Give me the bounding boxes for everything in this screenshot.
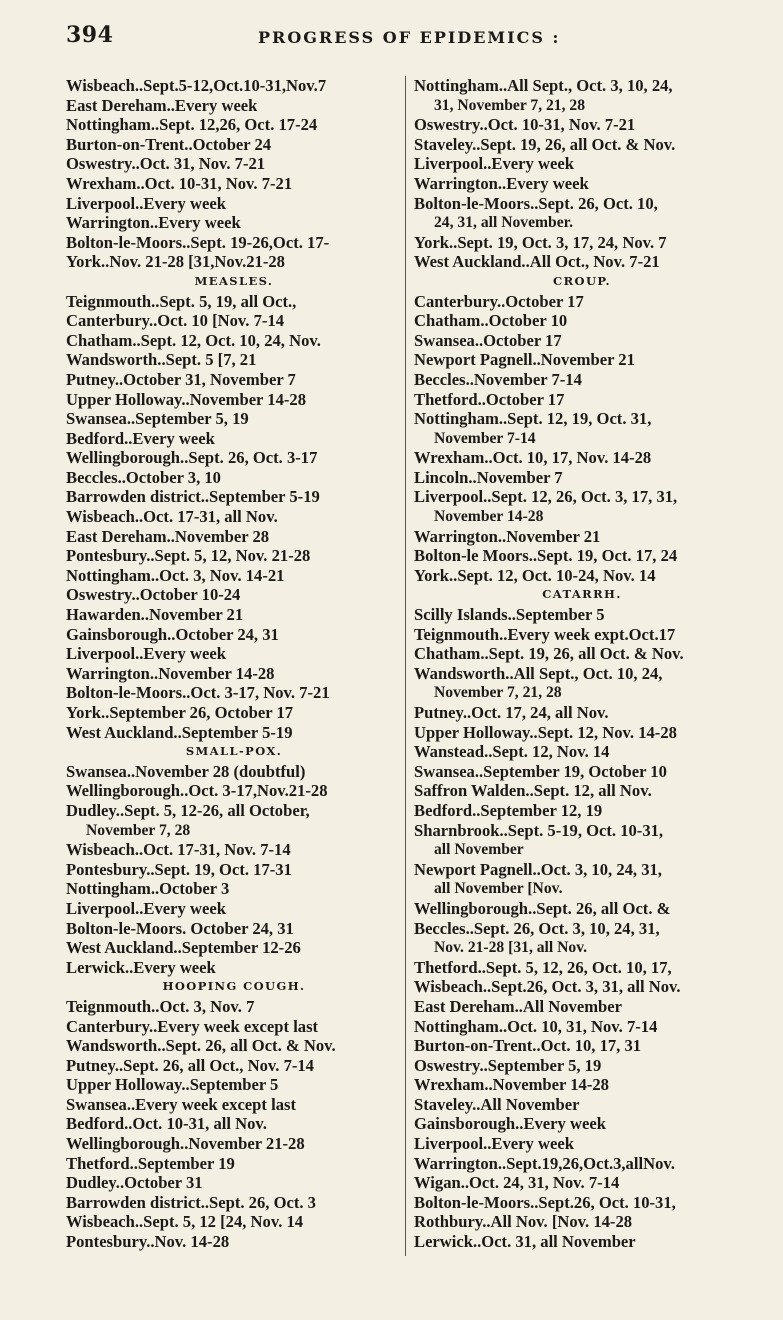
- entry-line: Barrowden district..September 5-19: [66, 487, 320, 507]
- entry-line: Lincoln..November 7: [414, 467, 563, 487]
- entry-line: Chatham..Sept. 19, 26, all Oct. & Nov.: [414, 644, 684, 664]
- section-heading: HOOPING COUGH.: [162, 979, 306, 994]
- entry-line: Staveley..All November: [414, 1094, 580, 1114]
- entry-line: Swansea..October 17: [414, 330, 562, 350]
- entry-line: Pontesbury..Sept. 5, 12, Nov. 21-28: [66, 546, 311, 566]
- entry-line: East Dereham..November 28: [66, 526, 270, 546]
- entry-line: Swansea..September 5, 19: [66, 409, 249, 429]
- entry-continuation: November 7, 21, 28: [434, 684, 562, 702]
- entry-line: Oswestry..October 10-24: [66, 585, 241, 605]
- section-heading: CROUP.: [553, 273, 611, 288]
- entry-line: West Auckland..September 5-19: [66, 722, 293, 742]
- entry-line: Oswestry..Oct. 31, Nov. 7-21: [66, 154, 266, 174]
- entry-line: Wellingborough..Oct. 3-17,Nov.21-28: [66, 781, 328, 801]
- entry-line: Thetford..Sept. 5, 12, 26, Oct. 10, 17,: [414, 957, 672, 977]
- entry-line: Wisbeach..Oct. 17-31, all Nov.: [66, 507, 278, 527]
- entry-line: Warrington..November 21: [414, 526, 601, 546]
- entry-line: Dudley..Sept. 5, 12-26, all October,: [66, 800, 310, 820]
- entry-continuation: all November: [434, 841, 524, 859]
- entry-line: Wrexham..November 14-28: [414, 1075, 609, 1095]
- entry-line: Hawarden..November 21: [66, 605, 244, 625]
- entry-line: Wisbeach..Sept. 5, 12 [24, Nov. 14: [66, 1212, 304, 1232]
- entry-line: Nottingham..Sept. 12, 19, Oct. 31,: [414, 409, 652, 429]
- entry-line: Burton-on-Trent..Oct. 10, 17, 31: [414, 1036, 642, 1056]
- entry-line: Wigan..Oct. 24, 31, Nov. 7-14: [414, 1173, 620, 1193]
- entry-line: Putney..October 31, November 7: [66, 369, 296, 389]
- entry-line: Upper Holloway..November 14-28: [66, 389, 306, 409]
- entry-line: Putney..Sept. 26, all Oct., Nov. 7-14: [66, 1055, 314, 1075]
- entry-line: Rothbury..All Nov. [Nov. 14-28: [414, 1212, 633, 1232]
- entry-line: Bolton-le-Moors..Sept. 26, Oct. 10,: [414, 193, 658, 213]
- entry-line: Swansea..September 19, October 10: [414, 761, 667, 781]
- entry-line: Wellingborough..Sept. 26, all Oct. &: [414, 898, 671, 918]
- entry-line: Putney..Oct. 17, 24, all Nov.: [414, 703, 609, 722]
- section-heading: SMALL-POX.: [185, 744, 283, 759]
- entry-line: Nottingham..Oct. 3, Nov. 14-21: [66, 565, 285, 585]
- entry-line: Bolton-le-Moors..Sept. 19-26,Oct. 17-: [66, 232, 330, 252]
- entry-line: Warrington..November 14-28: [66, 663, 275, 683]
- entry-line: Dudley..October 31: [66, 1173, 203, 1193]
- entry-continuation: November 7-14: [434, 429, 536, 447]
- entry-line: Gainsborough..October 24, 31: [66, 624, 279, 644]
- entry-line: Burton-on-Trent..October 24: [66, 134, 272, 154]
- entry-line: Nottingham..Oct. 10, 31, Nov. 7-14: [414, 1016, 658, 1036]
- entry-line: East Dereham..All November: [414, 996, 622, 1016]
- section-heading: CATARRH.: [542, 587, 622, 602]
- entry-line: Nottingham..Sept. 12,26, Oct. 17-24: [66, 115, 318, 135]
- entry-line: Pontesbury..Sept. 19, Oct. 17-31: [66, 859, 292, 879]
- entry-line: Canterbury..Every week except last: [66, 1016, 319, 1036]
- entry-line: Chatham..October 10: [414, 311, 568, 331]
- entry-line: Liverpool..Every week: [66, 898, 226, 918]
- entry-line: Liverpool..Every week: [414, 154, 574, 174]
- running-title: PROGRESS OF EPIDEMICS :: [258, 28, 561, 47]
- entry-line: York..Sept. 12, Oct. 10-24, Nov. 14: [414, 565, 656, 585]
- entry-line: Teignmouth..Every week expt.Oct.17: [414, 624, 676, 644]
- entry-line: Bolton-le-Moors..Sept.26, Oct. 10-31,: [414, 1192, 676, 1212]
- entry-line: Wisbeach..Sept.5-12,Oct.10-31,Nov.7: [66, 76, 327, 95]
- entry-line: Upper Holloway..September 5: [66, 1075, 279, 1095]
- entry-continuation: 31, November 7, 21, 28: [434, 96, 586, 114]
- entry-continuation: all November [Nov.: [434, 880, 563, 898]
- entry-line: Upper Holloway..Sept. 12, Nov. 14-28: [414, 722, 677, 742]
- entry-line: Wrexham..Oct. 10-31, Nov. 7-21: [66, 173, 293, 193]
- entry-line: Liverpool..Every week: [414, 1134, 574, 1154]
- entry-line: Swansea..November 28 (doubtful): [66, 761, 306, 781]
- entry-continuation: November 14-28: [434, 508, 544, 526]
- entry-line: Wandsworth..Sept. 5 [7, 21: [66, 350, 257, 370]
- entry-line: Liverpool..Every week: [66, 644, 226, 664]
- entry-line: Swansea..Every week except last: [66, 1094, 296, 1114]
- entry-line: Wandsworth..Sept. 26, all Oct. & Nov.: [66, 1036, 336, 1056]
- entry-line: Thetford..September 19: [66, 1153, 235, 1173]
- entry-line: Canterbury..Oct. 10 [Nov. 7-14: [66, 311, 285, 331]
- entry-line: Beccles..October 3, 10: [66, 467, 221, 487]
- entry-line: Wisbeach..Oct. 17-31, Nov. 7-14: [66, 840, 291, 860]
- entry-line: Oswestry..September 5, 19: [414, 1055, 602, 1075]
- entry-line: Wrexham..Oct. 10, 17, Nov. 14-28: [414, 448, 652, 468]
- entry-line: East Dereham..Every week: [66, 95, 258, 115]
- entry-line: Bedford..September 12, 19: [414, 800, 603, 820]
- entry-line: Bolton-le-Moors..Oct. 3-17, Nov. 7-21: [66, 683, 330, 703]
- entry-line: York..Nov. 21-28 [31,Nov.21-28: [66, 252, 285, 272]
- entry-line: Pontesbury..Nov. 14-28: [66, 1232, 230, 1252]
- entry-line: Warrington..Sept.19,26,Oct.3,allNov.: [414, 1153, 675, 1173]
- entry-line: Thetford..October 17: [414, 389, 565, 409]
- entry-line: Bolton-le-Moors. October 24, 31: [66, 918, 294, 938]
- entry-line: Liverpool..Sept. 12, 26, Oct. 3, 17, 31,: [414, 487, 678, 507]
- entry-line: Newport Pagnell..November 21: [414, 350, 635, 370]
- entry-line: York..Sept. 19, Oct. 3, 17, 24, Nov. 7: [414, 232, 667, 252]
- entry-line: Bedford..Every week: [66, 428, 215, 448]
- entry-line: Newport Pagnell..Oct. 3, 10, 24, 31,: [414, 859, 662, 879]
- entry-line: Oswestry..Oct. 10-31, Nov. 7-21: [414, 115, 636, 135]
- entry-line: Nottingham..October 3: [66, 879, 230, 899]
- entry-line: Teignmouth..Oct. 3, Nov. 7: [66, 996, 255, 1016]
- entry-continuation: Nov. 21-28 [31, all Nov.: [434, 939, 588, 957]
- entry-line: West Auckland..All Oct., Nov. 7-21: [414, 252, 660, 272]
- entry-line: Warrington..Every week: [66, 213, 241, 233]
- entry-line: Bolton-le Moors..Sept. 19, Oct. 17, 24: [414, 546, 678, 566]
- entry-line: Liverpool..Every week: [66, 193, 226, 213]
- right-column: [414, 76, 750, 1252]
- section-heading: MEASLES.: [194, 273, 274, 288]
- entry-continuation: November 7, 28: [86, 821, 191, 839]
- entry-line: Scilly Islands..September 5: [414, 605, 605, 625]
- entry-line: Gainsborough..Every week: [414, 1114, 606, 1134]
- entry-line: Lerwick..Oct. 31, all November: [414, 1232, 636, 1252]
- entry-line: Beccles..Sept. 26, Oct. 3, 10, 24, 31,: [414, 918, 660, 938]
- page-header: [66, 22, 756, 58]
- entry-line: Beccles..November 7-14: [414, 369, 582, 389]
- page-number: 394: [66, 22, 114, 48]
- entry-line: Wanstead..Sept. 12, Nov. 14: [414, 742, 610, 762]
- entry-line: Wellingborough..Sept. 26, Oct. 3-17: [66, 448, 318, 468]
- column-divider: [405, 76, 406, 1256]
- left-column: [66, 76, 402, 1252]
- entry-line: Saffron Walden..Sept. 12, all Nov.: [414, 781, 652, 801]
- entry-line: West Auckland..September 12-26: [66, 938, 301, 958]
- entry-line: Sharnbrook..Sept. 5-19, Oct. 10-31,: [414, 820, 664, 840]
- entry-line: Wandsworth..All Sept., Oct. 10, 24,: [414, 663, 663, 683]
- entry-line: Wisbeach..Sept.26, Oct. 3, 31, all Nov.: [414, 977, 681, 997]
- entry-line: York..September 26, October 17: [66, 703, 294, 722]
- entry-line: Chatham..Sept. 12, Oct. 10, 24, Nov.: [66, 330, 321, 350]
- entry-line: Barrowden district..Sept. 26, Oct. 3: [66, 1192, 316, 1212]
- entry-continuation: 24, 31, all November.: [434, 214, 574, 232]
- entry-line: Staveley..Sept. 19, 26, all Oct. & Nov.: [414, 134, 676, 154]
- entry-line: Teignmouth..Sept. 5, 19, all Oct.,: [66, 291, 297, 311]
- entry-line: Nottingham..All Sept., Oct. 3, 10, 24,: [414, 76, 673, 95]
- entry-line: Lerwick..Every week: [66, 957, 216, 977]
- entry-line: Canterbury..October 17: [414, 291, 584, 311]
- entry-line: Bedford..Oct. 10-31, all Nov.: [66, 1114, 267, 1134]
- entry-line: Warrington..Every week: [414, 173, 589, 193]
- entry-line: Wellingborough..November 21-28: [66, 1134, 305, 1154]
